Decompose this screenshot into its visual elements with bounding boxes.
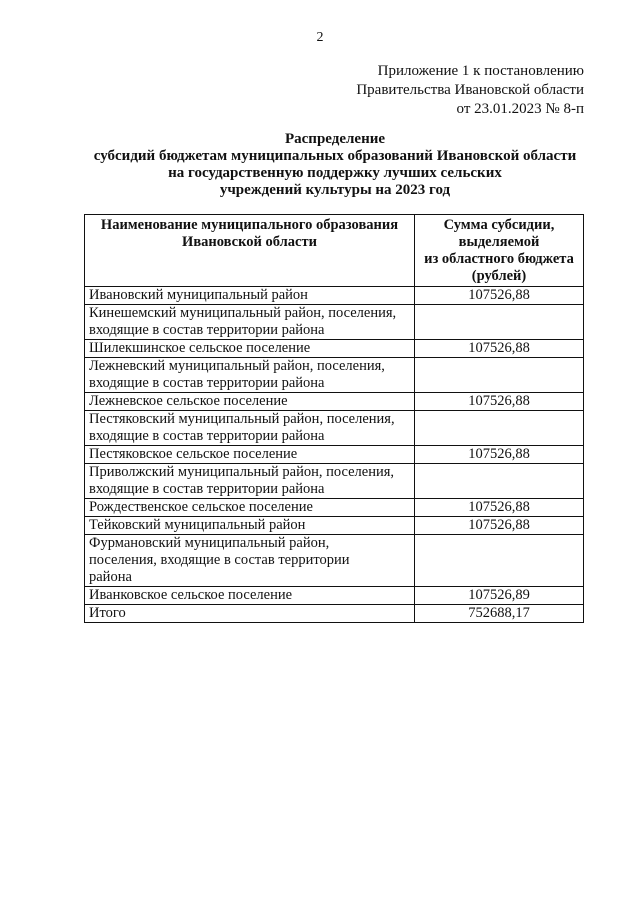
appendix-line-3: от 23.01.2023 № 8-п xyxy=(456,101,584,117)
table-row xyxy=(85,446,584,464)
municipality-name-line: Фурмановский муниципальный район, xyxy=(89,535,330,551)
table-row xyxy=(85,305,584,340)
header-line: (рублей) xyxy=(471,268,527,284)
municipality-name-line: Ивановский муниципальный район xyxy=(89,287,308,303)
table-row xyxy=(85,411,584,446)
title-line-1: Распределение xyxy=(284,131,386,147)
municipality-name-line: входящие в состав территории района xyxy=(89,322,325,338)
municipality-name-line: входящие в состав территории района xyxy=(89,481,325,497)
header-line: выделяемой xyxy=(458,234,540,250)
amount-cell: 107526,88 xyxy=(415,340,584,358)
amount-cell xyxy=(415,305,584,340)
table-row xyxy=(85,287,584,305)
municipality-name-line: Лежневский муниципальный район, поселения, xyxy=(89,358,385,374)
amount-cell xyxy=(415,358,584,393)
amount-cell: 107526,88 xyxy=(415,517,584,535)
table-row xyxy=(85,535,584,587)
municipality-name-line: входящие в состав территории района xyxy=(89,375,325,391)
header-amount xyxy=(415,215,584,287)
municipality-cell xyxy=(85,287,415,305)
table-row xyxy=(85,358,584,393)
amount-cell xyxy=(415,535,584,587)
table-row xyxy=(85,340,584,358)
table-row xyxy=(85,587,584,605)
header-line: Наименование муниципального образования xyxy=(100,217,399,233)
subsidy-table xyxy=(84,214,584,623)
appendix-line-1: Приложение 1 к постановлению xyxy=(377,63,584,79)
table-body xyxy=(85,287,584,623)
header-line: Ивановской области xyxy=(182,234,317,250)
title-line-3: на государственную поддержку лучших сельских xyxy=(168,165,502,181)
appendix-line-2: Правительства Ивановской области xyxy=(356,82,584,98)
page-number: 2 xyxy=(316,30,324,45)
municipality-cell xyxy=(85,605,415,623)
document-title xyxy=(60,131,610,199)
title-line-2: субсидий бюджетам муниципальных образований Ивановской области xyxy=(93,148,577,164)
municipality-cell xyxy=(85,358,415,393)
amount-cell: 107526,89 xyxy=(415,587,584,605)
amount-cell: 107526,88 xyxy=(415,393,584,411)
municipality-cell xyxy=(85,446,415,464)
municipality-name-line: Лежневское сельское поселение xyxy=(89,393,288,409)
amount-cell: 107526,88 xyxy=(415,287,584,305)
municipality-name-line: входящие в состав территории района xyxy=(89,428,325,444)
title-line-4: учреждений культуры на 2023 год xyxy=(219,182,451,198)
municipality-cell xyxy=(85,305,415,340)
municipality-cell xyxy=(85,464,415,499)
table-row xyxy=(85,517,584,535)
municipality-name-line: Тейковский муниципальный район xyxy=(89,517,306,533)
amount-cell xyxy=(415,464,584,499)
municipality-cell xyxy=(85,517,415,535)
municipality-cell xyxy=(85,535,415,587)
municipality-cell xyxy=(85,587,415,605)
header-municipality xyxy=(85,215,415,287)
table-row xyxy=(85,393,584,411)
municipality-name-line: Пестяковский муниципальный район, поселения, xyxy=(89,411,395,427)
municipality-name-line: района xyxy=(89,569,132,585)
table-header-row xyxy=(85,215,584,287)
municipality-name-line: Приволжский муниципальный район, поселения, xyxy=(89,464,395,480)
header-line: из областного бюджета xyxy=(424,251,574,267)
table-row xyxy=(85,499,584,517)
header-line: Сумма субсидии, xyxy=(443,217,555,233)
amount-cell: 107526,88 xyxy=(415,499,584,517)
municipality-cell xyxy=(85,393,415,411)
municipality-name-line: Итого xyxy=(89,605,126,621)
municipality-name-line: Пестяковское сельское поселение xyxy=(89,446,298,462)
table-row xyxy=(85,605,584,623)
appendix-reference xyxy=(356,62,584,119)
municipality-cell xyxy=(85,411,415,446)
table-row xyxy=(85,464,584,499)
municipality-name-line: Иванковское сельское поселение xyxy=(89,587,293,603)
amount-cell xyxy=(415,411,584,446)
municipality-cell xyxy=(85,499,415,517)
municipality-cell xyxy=(85,340,415,358)
municipality-name-line: Рождественское сельское поселение xyxy=(89,499,313,515)
municipality-name-line: поселения, входящие в состав территории xyxy=(89,552,350,568)
municipality-name-line: Кинешемский муниципальный район, поселения, xyxy=(89,305,397,321)
amount-cell: 752688,17 xyxy=(415,605,584,623)
amount-cell: 107526,88 xyxy=(415,446,584,464)
municipality-name-line: Шилекшинское сельское поселение xyxy=(89,340,311,356)
